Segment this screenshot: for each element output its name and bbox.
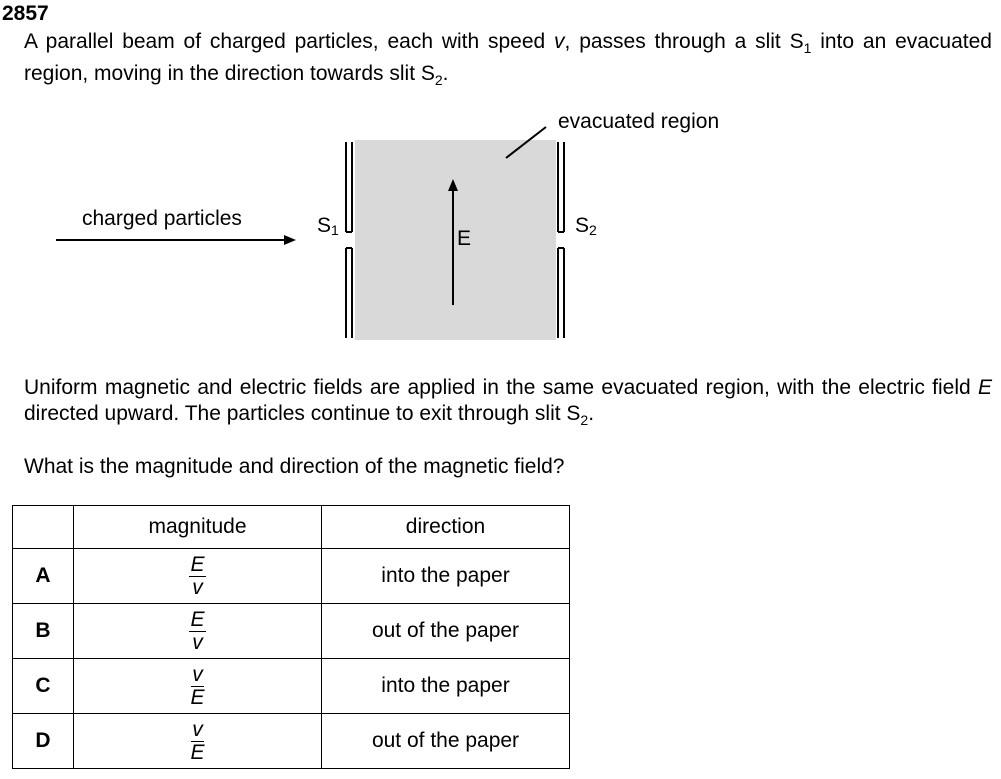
option-label[interactable]: D — [13, 714, 74, 769]
direction-cell: into the paper — [322, 549, 570, 604]
option-label[interactable]: C — [13, 659, 74, 714]
fraction: $\frac{E}{v}$ — [190, 608, 205, 654]
table-row[interactable] — [13, 604, 570, 659]
magnitude-cell — [74, 659, 322, 714]
evacuated-region — [355, 140, 556, 340]
answer-table — [12, 505, 570, 769]
header-label — [13, 506, 74, 549]
question-prompt: What is the magnitude and direction of the magnetic field? — [24, 455, 565, 478]
direction-cell: into the paper — [322, 659, 570, 714]
option-label[interactable]: A — [13, 549, 74, 604]
evacuated-region-label: evacuated region — [558, 110, 720, 133]
slit-diagram — [0, 100, 1001, 350]
table-header-row — [13, 506, 570, 549]
magnitude-cell — [74, 604, 322, 659]
question-body: Uniform magnetic and electric fields are applied in the same evacuated region, with the electric field E directed upward. The particles continue to exit through slit $S_2$. — [24, 376, 992, 429]
header-direction: direction — [322, 506, 570, 549]
direction-cell: out of the paper — [322, 714, 570, 769]
magnitude-cell — [74, 549, 322, 604]
field-label: E — [457, 227, 472, 250]
fraction: $\frac{E}{v}$ — [190, 553, 205, 599]
table-row[interactable] — [13, 714, 570, 769]
question-intro: A parallel beam of charged particles, each with speed v, passes through a slit $S_1$ into an evacuated region, moving in the direction towards slit $S_2$. — [24, 30, 992, 89]
header-magnitude: magnitude — [74, 506, 322, 549]
slit-2-label: S2 — [575, 214, 597, 238]
slit-2-plates — [558, 142, 564, 338]
fraction: $\frac{v}{E}$ — [190, 718, 205, 764]
option-label[interactable]: B — [13, 604, 74, 659]
slit-1-label: S1 — [317, 214, 339, 238]
slit-1-plates — [346, 142, 352, 338]
fraction: $\frac{v}{E}$ — [190, 663, 205, 709]
table-row[interactable] — [13, 659, 570, 714]
magnitude-cell — [74, 714, 322, 769]
table-row[interactable] — [13, 549, 570, 604]
question-number: 2857 — [2, 2, 49, 25]
charged-particles-label: charged particles — [82, 207, 242, 230]
particle-beam-arrowhead — [284, 235, 296, 245]
direction-cell: out of the paper — [322, 604, 570, 659]
